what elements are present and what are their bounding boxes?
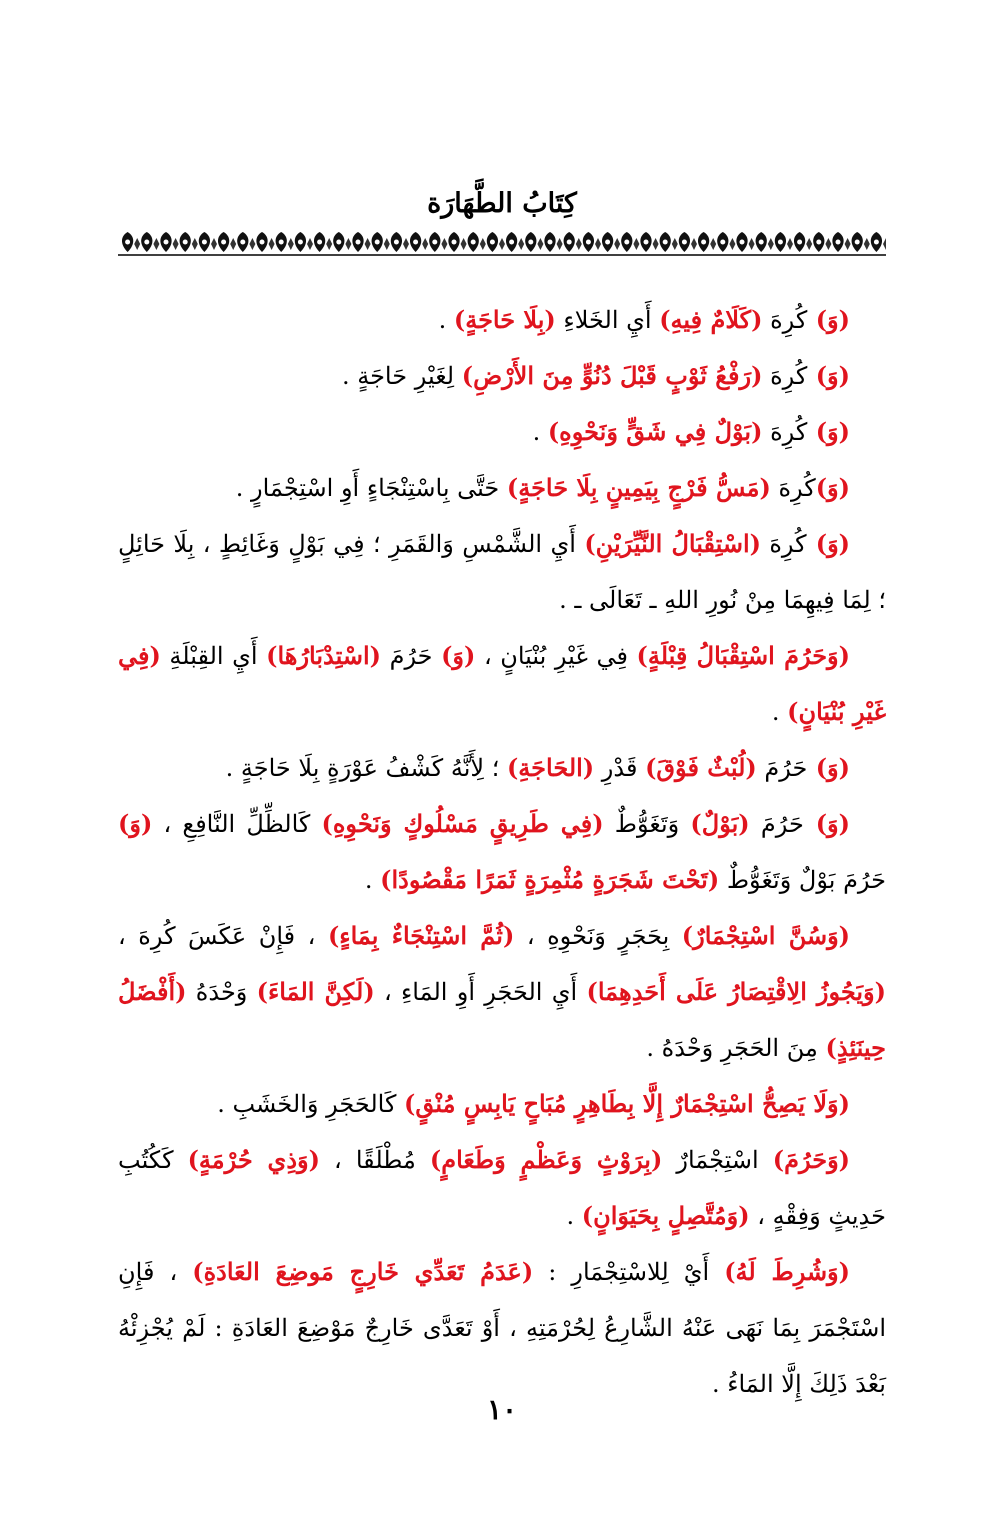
commentary-text: أَيِ القِبْلَةِ <box>160 642 267 670</box>
matn-text: (وَحَرُمَ اسْتِقْبَالُ قِبْلَةٍ) <box>636 641 850 670</box>
commentary-text: كُرِهَ <box>762 362 808 390</box>
matn-text: (عَدَمُ تَعَدِّي خَارِجٍ مَوضِعَ العَادَةِ) <box>192 1257 534 1286</box>
commentary-text: كُرِهَ <box>762 306 808 334</box>
matn-text: (بِرَوْثٍ وَعَظْمٍ وَطَعَامٍ) <box>429 1145 663 1174</box>
page-number: ١٠ <box>486 1393 518 1426</box>
matn-text: (فِي غَيْرِ بُنْيَانٍ) <box>118 641 886 726</box>
matn-text: (مَسُّ فَرْجٍ بِيَمِينٍ بِلَا حَاجَةٍ) <box>506 473 771 502</box>
paragraph <box>118 908 886 1076</box>
commentary-text: اسْتِجْمَارٌ <box>662 1146 773 1174</box>
chapter-title: كِتَابُ الطَّهَارَة <box>427 188 577 219</box>
matn-text: (لُبْثٌ فَوْقَ) <box>645 753 757 782</box>
matn-text: (لَكِنَّ المَاءَ) <box>256 977 375 1006</box>
commentary-text: كَكُتُبِ حَدِيثٍ وَفِقْهٍ ، <box>118 1146 886 1230</box>
matn-text: (بَوْلٌ فِي شَقٍّ وَنَحْوِهِ) <box>547 417 763 446</box>
paragraph <box>118 404 886 460</box>
matn-text: (وَ) <box>807 753 850 782</box>
matn-text: (وَ) <box>807 417 850 446</box>
matn-text: (وَ) <box>118 809 153 838</box>
paragraph <box>118 1132 886 1244</box>
paragraph <box>118 1244 886 1412</box>
matn-text: (وَ) <box>803 809 850 838</box>
matn-text: (بِلَا حَاجَةٍ) <box>453 305 556 334</box>
commentary-text: وَحْدَهُ <box>186 978 257 1006</box>
paragraph <box>118 292 886 348</box>
commentary-text: كَالظِّلِّ النَّافِعِ ، <box>152 810 322 838</box>
commentary-text: أَيِ الشَّمْسِ وَالقَمَرِ ؛ فِي بَوْلٍ وَغَائِطٍ ، بِلَا حَائِلٍ ؛ لِمَا فِيهِمَا مِنْ نُورِ اللهِ ـ تَعَالَى ـ . <box>118 530 886 614</box>
commentary-text: كُرِهَ <box>770 474 816 502</box>
commentary-text: . <box>532 418 548 446</box>
matn-text: (ثُمَّ اسْتِنْجَاءٌ بِمَاءٍ) <box>327 921 515 950</box>
matn-text: (وَيَجُوزُ الِاقْتِصَارُ عَلَى أَحَدِهِمَا) <box>586 977 886 1006</box>
commentary-text: ، فَإِنِ اسْتَجْمَرَ بِمَا نَهَى عَنْهُ الشَّارِعُ لِحُرْمَتِهِ ، أَوْ تَعَدَّى خَارِجٌ مَوْضِعَ العَادَةِ : لَمْ يُجْزِئْهُ بَعْدَ ذَلِكَ إِلَّا المَاءُ . <box>118 1258 886 1398</box>
matn-text: (وَ) <box>815 473 850 502</box>
commentary-text: فِي غَيْرِ بُنْيَانٍ ، <box>475 642 637 670</box>
matn-text: (وَحَرُمَ) <box>772 1145 851 1174</box>
matn-text: (وَلَا يَصِحُّ اسْتِجْمَارٌ إِلَّا بِطَاهِرٍ مُبَاحٍ يَابِسٍ مُنْقٍ) <box>404 1089 850 1118</box>
commentary-text: . <box>566 1202 582 1230</box>
matn-text: (وَ) <box>806 529 851 558</box>
matn-text: (اسْتِقْبَالُ النَّيِّرَيْنِ) <box>584 529 761 558</box>
paragraph <box>118 348 886 404</box>
commentary-text: كَالحَجَرِ وَالخَشَبِ . <box>217 1090 405 1118</box>
matn-text: (وَ) <box>807 361 850 390</box>
matn-text: (بَوْلٌ) <box>690 809 750 838</box>
matn-text: (وَ) <box>441 641 476 670</box>
matn-text: (الحَاجَةِ) <box>506 753 595 782</box>
paragraph <box>118 796 886 908</box>
commentary-text: . <box>771 698 788 726</box>
commentary-text: لِغَيْرِ حَاجَةٍ . <box>341 362 462 390</box>
commentary-text: . <box>438 306 454 334</box>
paragraph <box>118 516 886 628</box>
commentary-text: ، فَإِنْ عَكَسَ كُرِهَ ، <box>118 922 328 950</box>
commentary-text: حَرُمَ <box>381 642 442 670</box>
commentary-text: كُرِهَ <box>762 418 808 446</box>
matn-text: (تَحْتَ شَجَرَةٍ مُثْمِرَةٍ ثَمَرًا مَقْصُودًا) <box>380 865 720 894</box>
paragraph <box>118 460 886 516</box>
matn-text: (كَلَامٌ فِيهِ) <box>659 305 763 334</box>
commentary-text: حَرُمَ <box>756 754 808 782</box>
body-text <box>118 292 886 1412</box>
commentary-text: حَرُمَ <box>749 810 804 838</box>
matn-text: (وَسُنَّ اسْتِجْمَارٌ) <box>681 921 851 950</box>
commentary-text: بِحَجَرٍ وَنَحْوِهِ ، <box>514 922 682 950</box>
matn-text: (اسْتِدْبَارُهَا) <box>266 641 382 670</box>
commentary-text: وَتَغَوُّطٌ <box>603 810 691 838</box>
matn-text: (فِي طَرِيقٍ مَسْلُوكٍ وَنَحْوِهِ) <box>321 809 604 838</box>
matn-text: (أَفْضَلُ حِينَئِذٍ) <box>118 977 886 1062</box>
matn-text: (وَذِي حُرْمَةٍ) <box>187 1145 320 1174</box>
paragraph <box>118 628 886 740</box>
commentary-text: حَرُمَ بَوْلٌ وَتَغَوُّطٌ <box>719 866 886 894</box>
matn-text: (وَمُتَّصِلٍ بِحَيَوَانٍ) <box>581 1201 750 1230</box>
commentary-text: قَدْرِ <box>594 754 646 782</box>
matn-text: (وَ) <box>807 305 850 334</box>
commentary-text: . <box>364 866 381 894</box>
paragraph <box>118 740 886 796</box>
ornamental-border <box>118 228 886 258</box>
matn-text: (وَشُرِطَ لَهُ) <box>724 1257 850 1286</box>
commentary-text: أَيِ الحَجَرِ أَوِ المَاءِ ، <box>374 978 587 1006</box>
commentary-text: ؛ لِأَنَّهُ كَشْفُ عَوْرَةٍ بِلَا حَاجَةٍ . <box>225 754 507 782</box>
commentary-text: أَيْ لِلاسْتِجْمَارِ : <box>533 1258 725 1286</box>
matn-text: (رَفْعُ ثَوْبٍ قَبْلَ دُنُوٍّ مِنَ الأَرْضِ) <box>461 361 763 390</box>
commentary-text: أَيِ الخَلاءِ <box>555 306 660 334</box>
paragraph <box>118 1076 886 1132</box>
commentary-text: مُطْلَقًا ، <box>319 1146 430 1174</box>
commentary-text: حَتَّى بِاسْتِنْجَاءٍ أَوِ اسْتِجْمَارٍ . <box>235 474 507 502</box>
commentary-text: مِنَ الحَجَرِ وَحْدَهُ . <box>646 1034 826 1062</box>
commentary-text: كُرِهَ <box>760 530 807 558</box>
